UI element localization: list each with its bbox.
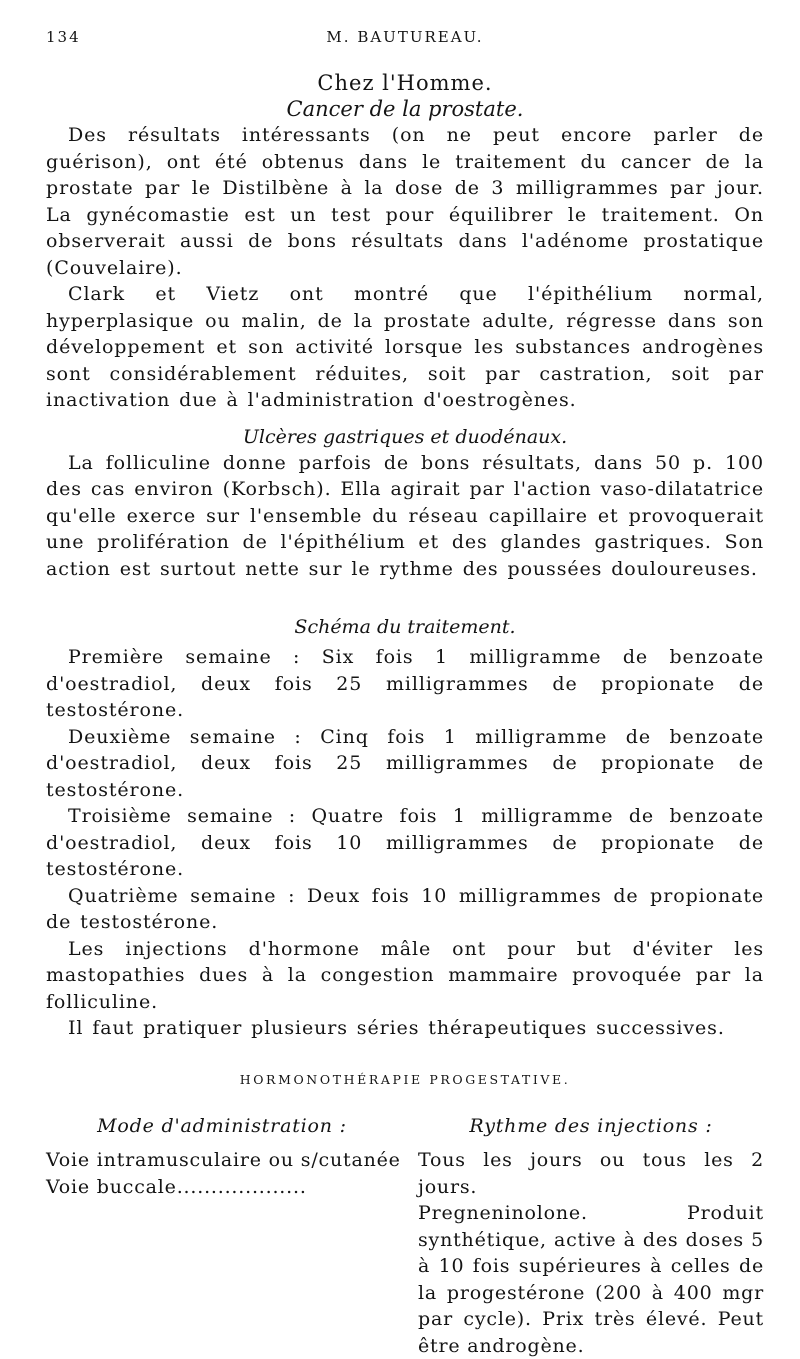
week-item: Troisième semaine : Quatre fois 1 milligramme de benzoate d'oestradiol, deux fois 10 milligrammes de propionate de testostérone. [46, 803, 764, 883]
rhythm-column [418, 1113, 764, 1359]
subheading-treatment-schema: Schéma du traitement. [46, 614, 764, 640]
running-header [46, 28, 764, 56]
book-page [46, 28, 764, 1359]
administration-table [46, 1113, 764, 1359]
rhythm-item: Tous les jours ou tous les 2 jours. [418, 1147, 764, 1200]
week-item: Quatrième semaine : Deux fois 10 milligrammes de propionate de testostérone. [46, 883, 764, 936]
paragraph: Il faut pratiquer plusieurs séries thérapeutiques successives. [46, 1015, 764, 1042]
week-item: Deuxième semaine : Cinq fois 1 milligramme de benzoate d'oestradiol, deux fois 25 milligrammes de propionate de testostérone. [46, 724, 764, 804]
rhythm-item: Pregneninolone. Produit synthétique, active à des doses 5 à 10 fois supérieures à celles de la progestérone (200 à 400 mgr par cycle). Prix très élevé. Peut être androgène. [418, 1200, 764, 1359]
mode-item: Voie intramusculaire ou s/cutanée [46, 1147, 398, 1174]
hormonotherapy-heading: HORMONOTHÉRAPIE PROGESTATIVE. [46, 1072, 764, 1087]
subheading-ulcers: Ulcères gastriques et duodénaux. [46, 424, 764, 450]
page-number: 134 [46, 28, 81, 46]
running-title: M. BAUTUREAU. [46, 28, 764, 46]
paragraph: Clark et Vietz ont montré que l'épithélium normal, hyperplasique ou malin, de la prostate adulte, régresse dans son développement et son activité lorsque les substances androgènes sont considérablement réduites, soit par castration, soit par inactivation due à l'administration d'oestrogènes. [46, 281, 764, 414]
paragraph: La folliculine donne parfois de bons résultats, dans 50 p. 100 des cas environ (Korbsch). Ella agirait par l'action vaso-dilatatrice qu'elle exerce sur l'ensemble du réseau capillaire et provoquerait une prolifération de l'épithélium et des glandes gastriques. Son action est surtout nette sur le rythme des poussées douloureuses. [46, 450, 764, 583]
mode-column [46, 1113, 398, 1359]
paragraph: Les injections d'hormone mâle ont pour but d'éviter les mastopathies dues à la congestion mammaire provoquée par la folliculine. [46, 936, 764, 1016]
rhythm-column-heading: Rythme des injections : [418, 1113, 764, 1140]
section-heading: Chez l'Homme. [46, 70, 764, 96]
subheading-prostate-cancer: Cancer de la prostate. [46, 96, 764, 122]
paragraph: Des résultats intéressants (on ne peut encore parler de guérison), ont été obtenus dans le traitement du cancer de la prostate par le Distilbène à la dose de 3 milligrammes par jour. La gynécomastie est un test pour équilibrer le traitement. On observerait aussi de bons résultats dans l'adénome prostatique (Couvelaire). [46, 122, 764, 281]
week-item: Première semaine : Six fois 1 milligramme de benzoate d'oestradiol, deux fois 25 milligrammes de propionate de testostérone. [46, 644, 764, 724]
mode-item: Voie buccale................... [46, 1174, 398, 1201]
mode-column-heading: Mode d'administration : [46, 1113, 398, 1140]
